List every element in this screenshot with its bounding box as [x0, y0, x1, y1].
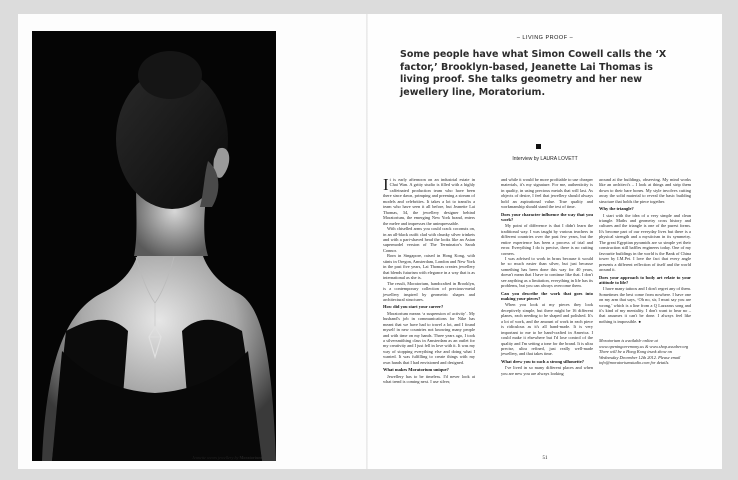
- paragraph: Born in Singapore, raised in Hong Kong, with stints in Oregon, Amsterdam, London and New York in the past five years, Lai Thomas creates jewellery that blends futurism with elegance in a way that is as international as she is.: [383, 253, 475, 281]
- caption-text: Jeanette wears jewellery by: [192, 455, 239, 460]
- question-heading: What makes Moratorium unique?: [383, 367, 449, 373]
- byline: Interview by LAURA LOVETT: [512, 156, 578, 162]
- left-page: [18, 14, 368, 469]
- question-heading: Can you describe the work that goes into making your pieces?: [501, 290, 593, 302]
- answer-paragraph: Jewellery has to be timeless. I'd never look at what trend is coming next. I use silver,: [383, 373, 475, 384]
- question-heading: What drew you to such a strong silhouette?: [501, 358, 584, 364]
- paragraph: around at the buildings, observing. My mind works like an architect's – I look at things and strip them down to their bare bones. My style involves cutting away the solid material to reveal the basic building structure that holds the piece together.: [599, 177, 691, 204]
- text-column-2: [501, 177, 593, 376]
- section-label: – LIVING PROOF –: [516, 35, 574, 41]
- answer-paragraph: When you look at my pieces they look deceptively simple, but there might be 16 different planes, each needing to be shaped and polished. It's a lot of work, and the amount of work in each piece is ridiculous as it's all hand-made. It is very important to me to be hand-crafted in America. I could make it elsewhere but I'd lose control of the quality and I'm setting a tone for the brand. It is ultra precise, ultra refined, just really well-made jewellery, and that takes time.: [501, 302, 593, 357]
- question-heading: Why the triangle?: [599, 206, 634, 212]
- caption-brand: Moratorium: [239, 455, 262, 460]
- availability-note: Moratorium is available online at www.openingceremony.us & www.shop.assober.org There will be a Hong Kong trunk show on Wednesday December 12th 2012. Please email info@moratoriumstudio.com for details.: [599, 338, 689, 366]
- answer-paragraph: I start with the idea of a very simple and clean triangle. Maths and geometry cross history and cultures and the triangle is one of the purest forms. It's become part of our everyday lives but there is a physical strength and a mysticism in its symmetry. The great Egyptian pyramids are so simple yet their construction still baffles engineers today. One of my favourite buildings in the world is the Bank of China tower by I.M.Pei. I love the fact that every angle presents a different reflection of itself and the world around it.: [599, 212, 691, 273]
- answer-paragraph: I have many tattoos and I don't regret any of them. Sometimes the best come from nowhere. I have one on my arm that says, ‘Oh no, sir, I must say you are wrong,’ which is a line from a Q Lazzarus song and it's kind of my mentality. I don't want to hear no – that assumes it can't be done. I always feel like nothing is impossible. ●: [599, 286, 691, 324]
- text-column-3: [599, 177, 691, 366]
- paragraph: The result, Moratorium, handcrafted in Brooklyn, is a contemporary collection of precious-metal jewellery inspired by geometric shapes and architectural structures.: [383, 280, 475, 302]
- question-heading: How did you start your career?: [383, 304, 444, 310]
- photo-caption: [192, 455, 262, 460]
- paragraph: and while it would be more profitable to use cheaper materials, it's my signature. For me, authenticity is in quality, in using precious metals that will last. As objects of desire, I feel that jewellery should always hold an aspirational value. True quality and workmanship should stand the test of time.: [501, 177, 593, 210]
- text-column-1: [383, 177, 475, 384]
- article-deck: Some people have what Simon Cowell calls the ‘X factor,’ Brooklyn-based, Jeanette Lai Thomas is living proof. She talks geometry and her new jewellery line, Moratorium.: [400, 49, 667, 98]
- portrait-photo: [32, 31, 276, 461]
- answer-paragraph: Moratorium means ‘a suspension of activity’. My husband's job in communications for Nike has meant that we have had to travel a lot, and I found myself in new countries not knowing many people and with time on my hands. Three years ago, I took a silversmithing class in Amsterdam as an outlet for my creativity and I just fell in love with it. It was my way of stopping everything else and doing what I wanted. It was fulfilling to create things with my own hands that I had envisioned and designed.: [383, 310, 475, 365]
- question-heading: Does your character influence the way that you work?: [501, 211, 593, 223]
- square-ornament: [536, 144, 541, 149]
- answer-paragraph: I've lived in so many different places and when you are new you are always looking: [501, 365, 593, 376]
- paragraph: With chiselled arms you could crack coconuts on, in an all-black outfit clad with chunky silver trinkets and with a part-shaved head the looks like an Asian supermodel version of The Terminator's Sarah Connor.: [383, 226, 475, 253]
- paragraph: [383, 177, 475, 226]
- question-heading: Does your approach to body art relate to your attitude to life?: [599, 274, 691, 285]
- answer-paragraph: My point of difference is that I didn't learn the traditional way. I was taught by various teachers in different countries over the past few years, but the entire experience has been a process of trial and error. Everything I do is precise, there is no cutting corners.: [501, 223, 593, 256]
- page-number: 51: [542, 456, 548, 461]
- right-page: [368, 14, 722, 469]
- portrait-illustration: [32, 31, 276, 461]
- lead-paragraph-text: t is early afternoon on an industrial estate in Chai Wan. A gritty studio is filled with a highly caffeinated production team who have been there since dawn, primping and preening a stream of models and celebrities. It takes a lot to transfix a team who have seen it all before, but Jeanette Lai Thomas, 34, the jewellery designer behind Moratorium, the emerging New York brand, enters the melee and impresses the unimpressable.: [383, 177, 475, 226]
- answer-paragraph: I was advised to work in brass because it would be so much easier than silver, but just because something has been done this way for 40 years, doesn't mean that I have to continue like that. I don't see anything as a limitation, everything in life has its problems, but you can always overcome them.: [501, 256, 593, 289]
- drop-cap: I: [383, 175, 389, 194]
